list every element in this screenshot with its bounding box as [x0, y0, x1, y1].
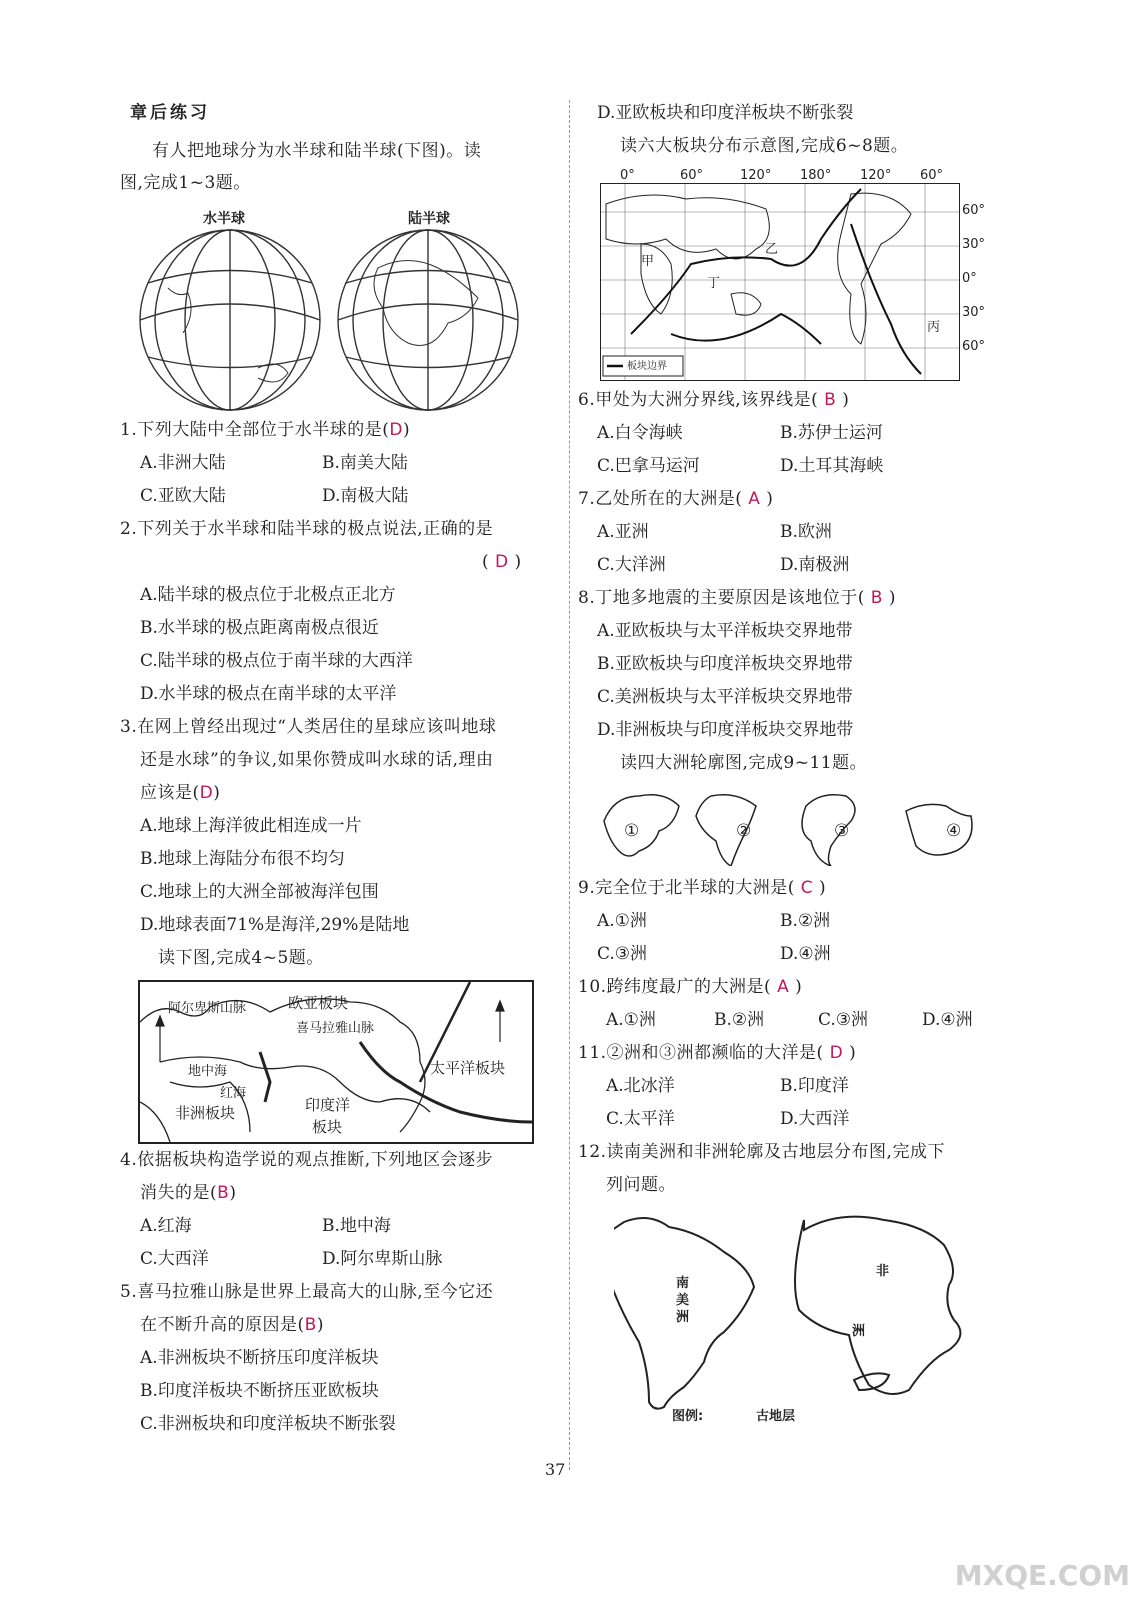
q1-stem: 1.下列大陆中全部位于水半球的是(D) — [120, 420, 411, 440]
lat-label-0: 60° — [962, 203, 986, 218]
q3-line-1: 3.在网上曾经出现过“人类居住的星球应该叫地球 — [120, 717, 497, 737]
q4-line-1: 4.依据板块构造学说的观点推断,下列地区会逐步 — [120, 1150, 494, 1170]
lat-label-1: 30° — [962, 237, 986, 252]
legend-label: 图例: — [672, 1409, 704, 1424]
column-divider — [569, 100, 570, 1470]
continent-3-num: ③ — [834, 821, 850, 841]
africa-char-2: 洲 — [852, 1324, 866, 1339]
hemisphere-globes — [138, 228, 538, 413]
intro-line-2: 图,完成1~3题。 — [120, 173, 251, 193]
q8-option-b: B.亚欧板块与印度洋板块交界地带 — [597, 654, 853, 674]
continent-outlines — [596, 786, 986, 866]
continent-2-num: ② — [736, 821, 752, 841]
legend-plate-boundary: 板块边界 — [627, 361, 667, 372]
q6-option-a: A.白令海峡 — [597, 423, 683, 443]
lat-label-3: 30° — [962, 305, 986, 320]
q1-option-c: C.亚欧大陆 — [140, 486, 226, 506]
q6-option-d: D.土耳其海峡 — [780, 456, 884, 476]
q3-option-d: D.地球表面71%是海洋,29%是陆地 — [140, 915, 410, 935]
q8-option-c: C.美洲板块与太平洋板块交界地带 — [597, 687, 853, 707]
q11-option-c: C.太平洋 — [606, 1109, 675, 1129]
q3-option-a: A.地球上海洋彼此相连成一片 — [140, 816, 362, 836]
continent-4-num: ④ — [946, 821, 962, 841]
q11-option-a: A.北冰洋 — [606, 1076, 675, 1096]
intro-line-1: 有人把地球分为水半球和陆半球(下图)。读 — [152, 141, 482, 161]
lon-label-3: 180° — [800, 168, 832, 183]
q5-option-a: A.非洲板块不断挤压印度洋板块 — [140, 1348, 379, 1368]
red-sea-label: 红海 — [220, 1086, 247, 1101]
q6-option-c: C.巴拿马运河 — [597, 456, 700, 476]
q5-option-b: B.印度洋板块不断挤压亚欧板块 — [140, 1381, 379, 1401]
plate-map — [138, 980, 534, 1144]
lat-label-4: 60° — [962, 339, 986, 354]
q7-option-b: B.欧洲 — [780, 522, 832, 542]
indian-plate-label-1: 印度洋 — [305, 1096, 351, 1114]
q4-option-a: A.红海 — [140, 1216, 192, 1236]
q4-option-c: C.大西洋 — [140, 1249, 209, 1269]
q1-option-d: D.南极大陆 — [322, 486, 409, 506]
south-america-char-1: 南 — [676, 1276, 690, 1291]
q4-option-d: D.阿尔卑斯山脉 — [322, 1249, 443, 1269]
q7-option-a: A.亚洲 — [597, 522, 649, 542]
q8-option-d: D.非洲板块与印度洋板块交界地带 — [597, 720, 854, 740]
q12-line-1: 12.读南美洲和非洲轮廓及古地层分布图,完成下 — [578, 1142, 945, 1162]
q9-option-d: D.④洲 — [780, 944, 831, 964]
q5-line-1: 5.喜马拉雅山脉是世界上最高大的山脉,至今它还 — [120, 1282, 494, 1302]
q8-stem: 8.丁地多地震的主要原因是该地位于( B ) — [578, 588, 896, 608]
intro-6-8: 读六大板块分布示意图,完成6~8题。 — [620, 136, 909, 156]
q6-stem: 6.甲处为大洲分界线,该界线是( B ) — [578, 390, 850, 410]
label-yi: 乙 — [765, 242, 779, 257]
q8-option-a: A.亚欧板块与太平洋板块交界地带 — [597, 621, 853, 641]
q2-option-c: C.陆半球的极点位于南半球的大西洋 — [140, 651, 413, 671]
indian-plate-label-2: 板块 — [312, 1118, 343, 1136]
q5-stem: 在不断升高的原因是(B) — [140, 1315, 324, 1335]
africa-plate-label: 非洲板块 — [175, 1104, 236, 1122]
himalaya-label: 喜马拉雅山脉 — [296, 1021, 375, 1036]
alps-label: 阿尔卑斯山脉 — [168, 1001, 247, 1016]
q4-option-b: B.地中海 — [322, 1216, 391, 1236]
q3-option-c: C.地球上的大洲全部被海洋包围 — [140, 882, 379, 902]
q5-option-d: D.亚欧板块和印度洋板块不断张裂 — [597, 103, 854, 123]
intro-9-11: 读四大洲轮廓图,完成9~11题。 — [620, 753, 868, 773]
q1-option-a: A.非洲大陆 — [140, 453, 226, 473]
world-plate-map — [600, 183, 960, 381]
lon-label-2: 120° — [740, 168, 772, 183]
label-bing: 丙 — [927, 320, 941, 335]
lon-label-5: 60° — [920, 168, 944, 183]
q2-answer: ( D ) — [482, 552, 522, 572]
q7-option-d: D.南极洲 — [780, 555, 850, 575]
south-america-char-2: 美 — [676, 1293, 690, 1308]
watermark: MXQE.COM — [954, 1559, 1130, 1592]
page-number: 37 — [545, 1460, 566, 1479]
intro-4-5: 读下图,完成4~5题。 — [158, 948, 324, 968]
q12-line-2: 列问题。 — [606, 1175, 676, 1195]
eurasia-plate-label: 欧亚板块 — [288, 994, 349, 1012]
africa-char-1: 非 — [876, 1264, 890, 1279]
lon-label-0: 0° — [620, 168, 635, 183]
q2-option-d: D.水半球的极点在南半球的太平洋 — [140, 684, 397, 704]
q7-option-c: C.大洋洲 — [597, 555, 666, 575]
q6-option-b: B.苏伊士运河 — [780, 423, 883, 443]
south-america-char-3: 洲 — [676, 1310, 690, 1325]
south-america-africa-map — [614, 1210, 964, 1410]
q9-option-c: C.③洲 — [597, 944, 648, 964]
q2-option-b: B.水半球的极点距离南极点很近 — [140, 618, 379, 638]
label-jia: 甲 — [641, 254, 655, 269]
q10-option-b: B.②洲 — [714, 1010, 765, 1030]
q2-option-a: A.陆半球的极点位于北极点正北方 — [140, 585, 396, 605]
q9-stem: 9.完全位于北半球的大洲是( C ) — [578, 878, 827, 898]
q7-stem: 7.乙处所在的大洲是( A ) — [578, 489, 774, 509]
q10-option-a: A.①洲 — [606, 1010, 656, 1030]
legend-ancient-strata: 古地层 — [756, 1409, 796, 1424]
q2-stem: 2.下列关于水半球和陆半球的极点说法,正确的是 — [120, 519, 494, 539]
land-hemisphere-label: 陆半球 — [408, 211, 450, 227]
lon-label-4: 120° — [860, 168, 892, 183]
q11-stem: 11.②洲和③洲都濒临的大洋是( D ) — [578, 1043, 857, 1063]
q9-option-a: A.①洲 — [597, 911, 647, 931]
q3-line-2: 还是水球”的争议,如果你赞成叫水球的话,理由 — [140, 750, 494, 770]
q3-option-b: B.地球上海陆分布很不均匀 — [140, 849, 345, 869]
q4-stem: 消失的是(B) — [140, 1183, 237, 1203]
q1-option-b: B.南美大陆 — [322, 453, 408, 473]
mediterranean-label: 地中海 — [188, 1064, 228, 1079]
section-title: 章后练习 — [130, 103, 210, 123]
q11-option-b: B.印度洋 — [780, 1076, 849, 1096]
continent-1-num: ① — [624, 821, 640, 841]
pacific-plate-label: 太平洋板块 — [430, 1059, 506, 1077]
lon-label-1: 60° — [680, 168, 704, 183]
q9-option-b: B.②洲 — [780, 911, 831, 931]
q10-option-d: D.④洲 — [922, 1010, 973, 1030]
q11-option-d: D.大西洋 — [780, 1109, 850, 1129]
lat-label-2: 0° — [962, 271, 977, 286]
q10-stem: 10.跨纬度最广的大洲是( A ) — [578, 977, 803, 997]
q3-line-3: 应该是(D) — [140, 783, 221, 803]
q5-option-c: C.非洲板块和印度洋板块不断张裂 — [140, 1414, 396, 1434]
q10-option-c: C.③洲 — [818, 1010, 869, 1030]
label-ding: 丁 — [707, 276, 721, 291]
water-hemisphere-label: 水半球 — [203, 211, 245, 227]
